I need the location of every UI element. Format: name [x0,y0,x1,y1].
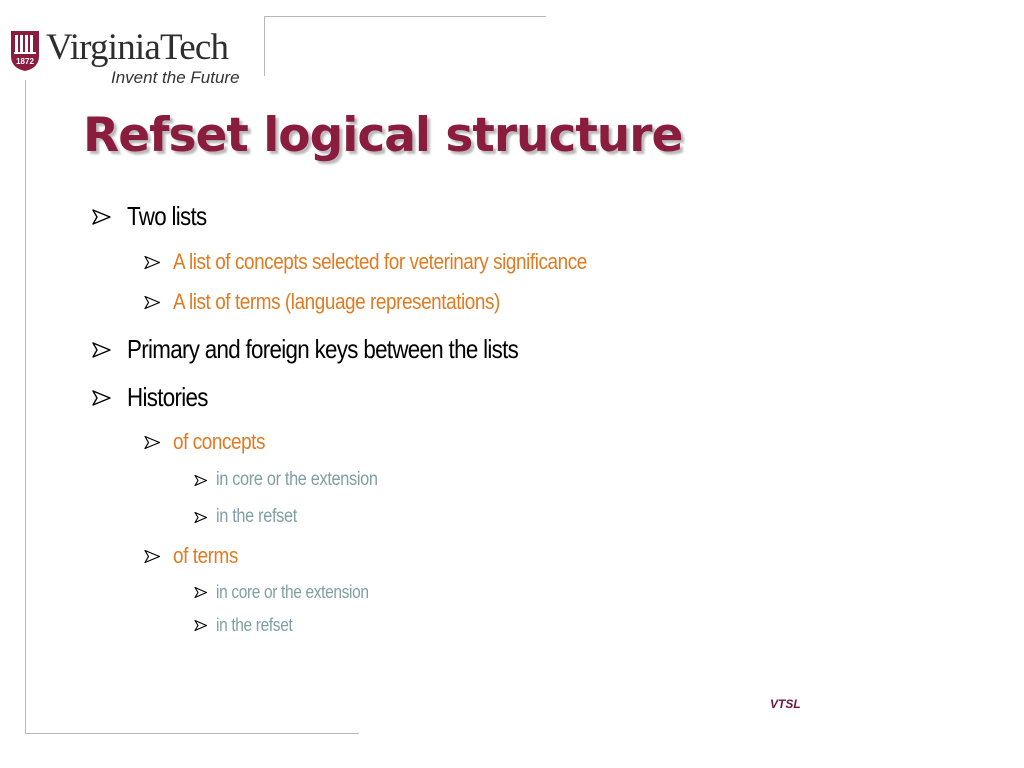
sub-sub-bullet-concepts-refset [194,506,310,528]
sub-bullet-label: A list of concepts selected for veterinary significance [173,249,587,274]
sub-sub-bullet-terms-refset [194,615,305,636]
arrow-bullet-icon [144,255,161,270]
bullet-label: Two lists [127,201,207,231]
logo-wordmark: VirginiaTech [46,27,229,68]
arrow-bullet-icon [194,474,208,487]
sub-sub-bullet-label: in core or the extension [216,582,369,602]
sub-bullet-label: of concepts [173,429,266,454]
arrow-bullet-icon [92,389,112,407]
sub-bullet-label: A list of terms (language representations) [173,289,500,314]
virginia-tech-seal-icon [10,30,40,72]
svg-text:1872: 1872 [16,57,34,66]
arrow-bullet-icon [144,295,161,310]
sub-bullet-label: of terms [173,543,238,568]
sub-sub-bullet-concepts-core [194,469,404,491]
sub-bullet-concepts-list [144,249,654,275]
sub-sub-bullet-label: in core or the extension [216,469,378,490]
sub-bullet-of-terms [144,543,248,569]
arrow-bullet-icon [92,208,112,226]
frame-line-left [25,80,26,734]
arrow-bullet-icon [194,511,208,524]
arrow-bullet-icon [144,435,161,450]
bullet-label: Primary and foreign keys between the lists [127,334,519,364]
slide-title: Refset logical structure [83,108,683,163]
arrow-bullet-icon [144,549,161,564]
bullet-histories [92,382,221,413]
frame-line-top-vertical [264,16,265,76]
frame-line-top [264,16,546,17]
sub-sub-bullet-label: in the refset [216,506,297,527]
sub-bullet-terms-list [144,289,553,315]
virginia-tech-logo [8,28,258,90]
arrow-bullet-icon [194,619,208,632]
footer-vtsl: VTSL [770,697,801,711]
sub-sub-bullet-terms-core [194,582,394,603]
sub-sub-bullet-label: in the refset [216,615,293,635]
bullet-primary-foreign-keys [92,334,582,365]
logo-tagline: Invent the Future [111,68,240,87]
bullet-two-lists [92,201,219,232]
arrow-bullet-icon [194,586,208,599]
bullet-label: Histories [127,382,208,412]
arrow-bullet-icon [92,341,112,359]
sub-bullet-of-concepts [144,429,280,455]
frame-line-bottom [25,733,359,734]
